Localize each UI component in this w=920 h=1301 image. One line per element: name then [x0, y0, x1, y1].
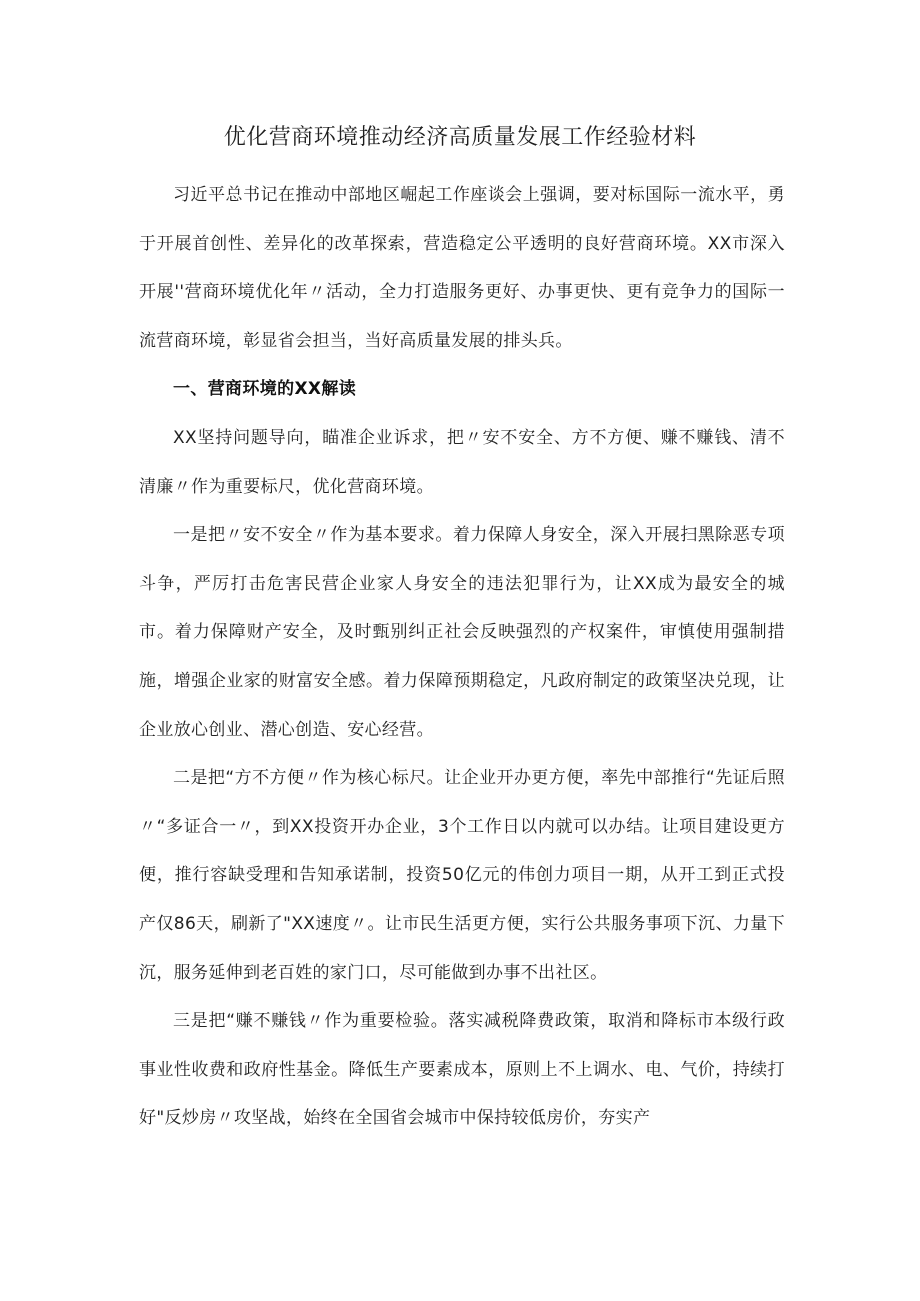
point-three-paragraph: 三是把“赚不赚钱〃作为重要检验。落实减税降费政策，取消和降标市本级行政事业性收费和政府性基金。降低生产要素成本，原则上不上调水、电、气价，持续打好"反炒房〃攻坚战，始终在全国省会城市中保持较低房价，夯实产	[139, 1011, 785, 1129]
document-title: 优化营商环境推动经济高质量发展工作经验材料	[223, 125, 697, 150]
overview-paragraph: XX坚持问题导向，瞄准企业诉求，把〃安不安全、方不方便、赚不赚钱、清不清廉〃作为重要标尺，优化营商环境。	[139, 427, 785, 497]
point-one-paragraph: 一是把〃安不安全〃作为基本要求。着力保障人身安全，深入开展扫黑除恶专项斗争，严厉打击危害民营企业家人身安全的违法犯罪行为，让XX成为最安全的城市。着力保障财产安全，及时甄别纠正社会反映强烈的产权案件，审慎使用强制措施，增强企业家的财富安全感。着力保障预期稳定，凡政府制定的政策坚决兑现，让企业放心创业、潜心创造、安心经营。	[139, 525, 785, 740]
intro-paragraph: 习近平总书记在推动中部地区崛起工作座谈会上强调，要对标国际一流水平，勇于开展首创性、差异化的改革探索，营造稳定公平透明的良好营商环境。XX市深入开展''营商环境优化年〃活动，全力打造服务更好、办事更快、更有竞争力的国际一流营商环境，彰显省会担当，当好高质量发展的排头兵。	[139, 185, 785, 351]
section-heading: 一、营商环境的XX解读	[173, 379, 357, 400]
point-two-paragraph: 二是把“方不方便〃作为核心标尺。让企业开办更方便，率先中部推行“先证后照〃“多证合一〃，到XX投资开办企业，3个工作日以内就可以办结。让项目建设更方便，推行容缺受理和告知承诺制，投资50亿元的伟创力项目一期，从开工到正式投产仅86天，刷新了"XX速度〃。让市民生活更方便，实行公共服务事项下沉、力量下沉，服务延伸到老百姓的家门口，尽可能做到办事不出社区。	[139, 768, 785, 983]
document-body	[139, 171, 785, 1143]
